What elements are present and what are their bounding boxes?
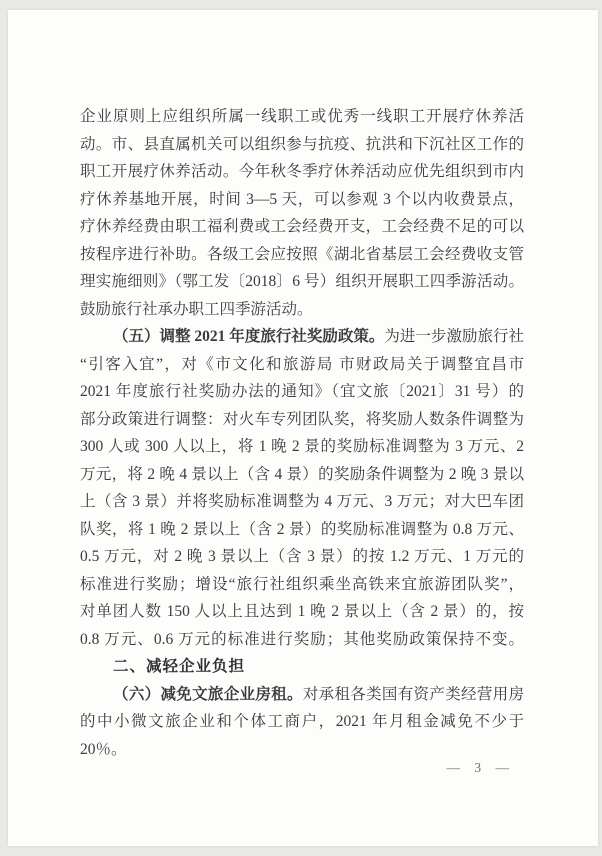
line-text: 标准进行奖励；增设“旅行社组织乘坐高铁来宜旅游团队奖”， bbox=[80, 575, 524, 593]
line-text: 疗休养基地开展，时间 3—5 天，可以参观 3 个以内收费景点， bbox=[80, 190, 524, 208]
line-text: 动。市、县直属机关可以组织参与抗疫、抗洪和下沉社区工作的 bbox=[80, 135, 524, 153]
line-text: 按程序进行补助。各级工会应按照《湖北省基层工会经费收支管 bbox=[80, 245, 524, 263]
text-line bbox=[80, 461, 524, 489]
section-heading bbox=[80, 653, 524, 681]
text-line bbox=[80, 736, 524, 764]
text-line bbox=[80, 296, 524, 324]
text-line bbox=[80, 131, 524, 159]
line-text: 职工开展疗休养活动。今年秋冬季疗休养活动应优先组织到市内 bbox=[80, 163, 524, 180]
line-text: 鼓励旅行社承办职工四季游活动。 bbox=[80, 300, 313, 318]
line-text: “引客入宜”，对《市文化和旅游局 市财政局关于调整宜昌市 bbox=[80, 355, 524, 373]
text-line bbox=[80, 543, 524, 571]
text-line bbox=[80, 433, 524, 461]
text-line bbox=[80, 488, 524, 516]
line-text: 疗休养经费由职工福利费或工会经费开支，工会经费不足的可以 bbox=[80, 218, 524, 235]
text-line bbox=[80, 213, 524, 241]
text-line bbox=[80, 681, 524, 709]
line-text: 20％。 bbox=[80, 740, 127, 758]
line-text: 上（含 3 景）并将奖励标准调整为 4 万元、3 万元；对大巴车团 bbox=[80, 493, 524, 510]
text-line bbox=[80, 103, 524, 131]
line-text: 2021 年度旅行社奖励办法的通知》（宜文旅〔2021〕31 号）的 bbox=[80, 383, 524, 400]
text-line bbox=[80, 186, 524, 214]
document-page bbox=[8, 10, 598, 846]
text-line bbox=[80, 598, 524, 626]
line-text: 0.8 万元、0.6 万元的标准进行奖励；其他奖励政策保持不变。 bbox=[80, 630, 524, 648]
text-line bbox=[80, 626, 524, 654]
text-line bbox=[80, 571, 524, 599]
line-text: 企业原则上应组织所属一线职工或优秀一线职工开展疗休养活 bbox=[80, 108, 524, 125]
line-text: 为进一步激励旅行社 bbox=[384, 328, 524, 345]
line-text: 0.5 万元，对 2 晚 3 景以上（含 3 景）的按 1.2 万元、1 万元的 bbox=[80, 548, 524, 565]
text-line bbox=[80, 323, 524, 351]
clause-lead: （五）调整 2021 年度旅行社奖励政策。 bbox=[113, 328, 385, 345]
line-text: 二、减轻企业负担 bbox=[113, 658, 246, 675]
text-line bbox=[80, 516, 524, 544]
clause-lead: （六）减免文旅企业房租。 bbox=[113, 685, 303, 703]
text-line bbox=[80, 268, 524, 296]
text-line bbox=[80, 378, 524, 406]
line-text: 队奖，将 1 晚 2 景以上（含 2 景）的奖励标准调整为 0.8 万元、 bbox=[80, 520, 524, 538]
line-text: 的中小微文旅企业和个体工商户，2021 年月租金减免不少于 bbox=[80, 713, 524, 730]
line-text: 对单团人数 150 人以上且达到 1 晚 2 景以上（含 2 景）的，按 bbox=[80, 603, 524, 620]
body-text bbox=[80, 103, 524, 763]
line-text: 对承租各类国有资产类经营用房 bbox=[302, 685, 524, 703]
text-line bbox=[80, 241, 524, 269]
line-text: 理实施细则》（鄂工发〔2018〕6 号）组织开展职工四季游活动。 bbox=[80, 273, 524, 290]
page-number: — 3 — bbox=[446, 760, 510, 775]
text-line bbox=[80, 708, 524, 736]
text-line bbox=[80, 351, 524, 379]
line-text: 万元，将 2 晚 4 景以上（含 4 景）的奖励条件调整为 2 晚 3 景以 bbox=[80, 465, 524, 483]
text-line bbox=[80, 158, 524, 186]
text-line bbox=[80, 406, 524, 434]
line-text: 300 人或 300 人以上，将 1 晚 2 景的奖励标准调整为 3 万元、2 bbox=[80, 438, 524, 455]
line-text: 部分政策进行调整：对火车专列团队奖，将奖励人数条件调整为 bbox=[80, 410, 524, 428]
